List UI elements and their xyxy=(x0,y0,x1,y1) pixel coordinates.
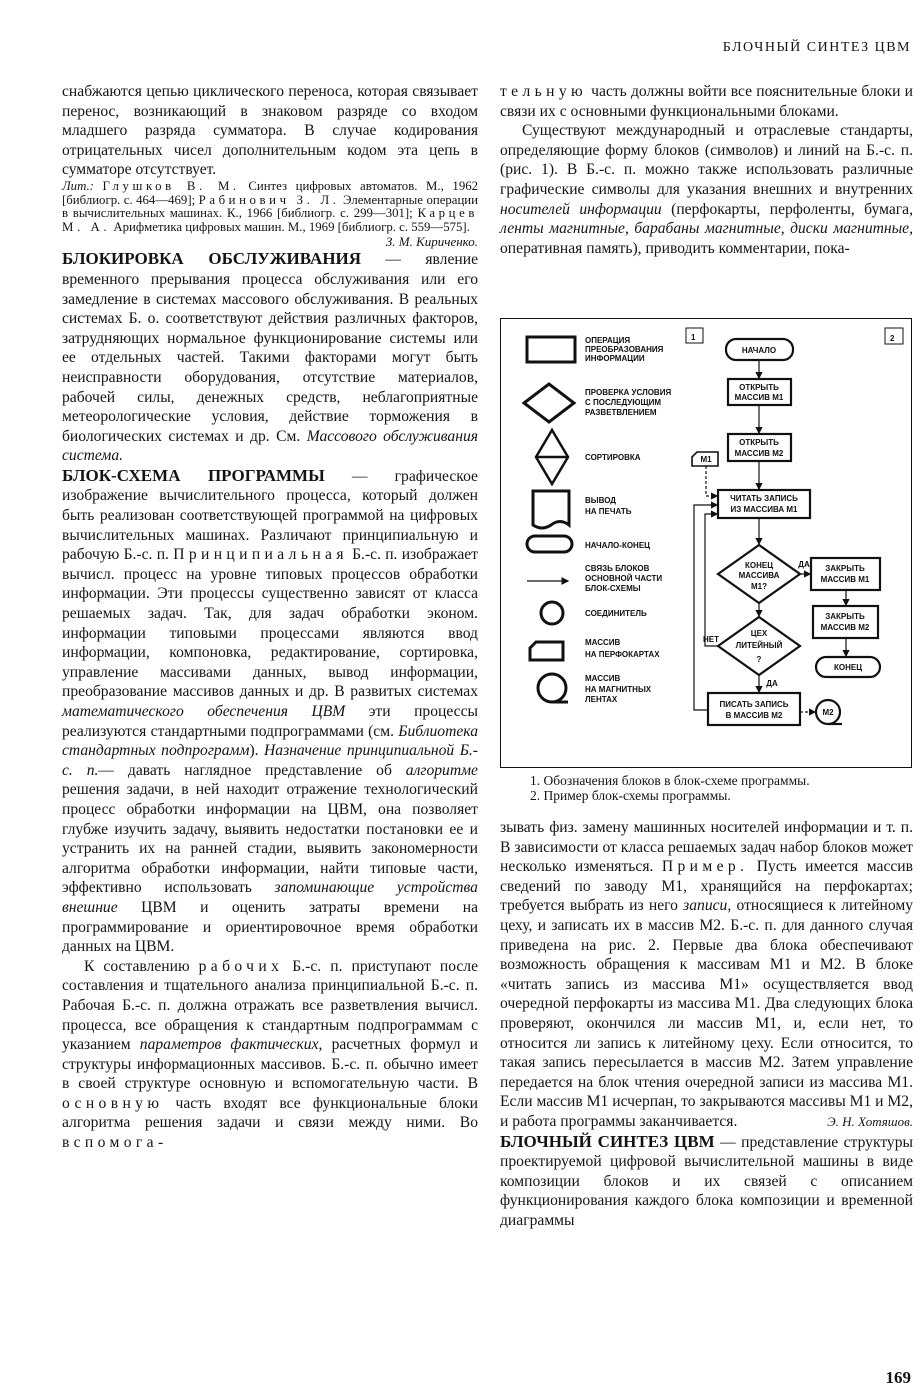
figure-label: ОТКРЫТЬ xyxy=(739,438,779,447)
entry-heading: БЛОЧНЫЙ СИНТЕЗ ЦВМ xyxy=(500,1131,715,1151)
text: относящиеся к литейному цеху, и записать их в массив М2. Б.-с. п. для данного случая приведена на рис. 2. Первые два блока обеспечивают возможность обращения к массивам М1 и М2. В блоке «читать запись из массива М1» осуществляется ввод очередной перфокарты из массива М1. Два следующих блока проверяют, окончился ли массив М1, и, если нет, то относится ли запись к литейному цеху. Если относится, то такая запись пересылается в массив М2. Затем управление передается на блок чтения очередной записи из массива М1. Если массив М1 исчерпан, то закрываются массивы М1 и М2, и работа программы заканчивается. xyxy=(500,897,913,1130)
figure-label: ЛЕНТАХ xyxy=(585,695,618,704)
text: Арифметика цифровых машин. М., 1969 [библиогр. с. 559—575]. xyxy=(110,219,470,234)
decision-symbol xyxy=(524,384,574,422)
flowchart-figure xyxy=(500,318,912,768)
spaced-text: Пример. xyxy=(661,858,749,876)
caption-1: 1. Обозначения блоков в блок-схеме программы. xyxy=(530,773,810,788)
italic-text: Назначение принципиальной Б.-с. п. xyxy=(62,742,478,779)
paragraph xyxy=(62,957,478,1153)
spaced-text: тельную xyxy=(500,83,587,100)
references xyxy=(62,180,478,234)
text: К составлению xyxy=(84,957,199,975)
figure-captions xyxy=(530,773,810,803)
figure-label: МАССИВ xyxy=(585,638,621,647)
punchcard-symbol xyxy=(530,642,563,660)
close-m2-box xyxy=(813,606,878,638)
figure-label: МАССИВ М2 xyxy=(820,623,870,632)
spaced-text: Рабинович З. Л. xyxy=(198,192,340,207)
legend-labels xyxy=(585,336,671,704)
author-signature xyxy=(62,234,478,249)
figure-label: НАЧАЛО-КОНЕЦ xyxy=(585,541,651,550)
italic-text: Массового обслуживания система. xyxy=(62,427,478,465)
figure-label: М1 xyxy=(700,455,712,464)
figure-label: КОНЕЦ xyxy=(833,663,863,672)
italic-text: математического обеспечения ЦВМ xyxy=(62,703,346,720)
print-symbol xyxy=(533,491,569,528)
spaced-text: Принципиальная xyxy=(173,546,348,564)
tape-symbol xyxy=(538,674,566,702)
figure-label: ЧИТАТЬ ЗАПИСЬ xyxy=(730,494,798,503)
figure-label: ПРОВЕРКА УСЛОВИЯ xyxy=(585,388,672,397)
figure-label: М1? xyxy=(751,582,767,591)
figure-label: М2 xyxy=(822,708,834,717)
text: эти процессы реализуются стандартными подпрограммами (см. xyxy=(62,703,478,740)
paragraph xyxy=(62,249,478,466)
text: Элементарные операции в вычислительных машинах. К., 1966 [библиогр. с. 299—301]; xyxy=(62,192,478,221)
figure-label: МАССИВ М1 xyxy=(734,393,784,402)
paragraph xyxy=(62,466,478,957)
italic-text: параметров фактических, xyxy=(139,1036,323,1054)
text: (перфокарты, перфоленты, бумага, xyxy=(661,200,913,218)
figure-label: НЕТ xyxy=(703,635,719,644)
figure-label: ОПЕРАЦИЯ xyxy=(585,336,631,345)
italic-text: носителей информации xyxy=(500,200,662,218)
right-column-bottom xyxy=(500,818,913,1230)
paragraph xyxy=(500,818,913,1132)
spaced-text: вспомога- xyxy=(62,1134,168,1152)
paragraph xyxy=(62,82,478,180)
figure-label: СОЕДИНИТЕЛЬ xyxy=(585,609,647,618)
running-title: БЛОЧНЫЙ СИНТЕЗ ЦВМ xyxy=(722,40,911,55)
italic-text: Лит.: xyxy=(62,178,103,193)
text: зывать физ. замену машинных носителей информации и т. п. В зависимости от класса решаемых задач набор блоков может несколько изменяться. xyxy=(500,819,913,876)
paragraph xyxy=(500,1132,913,1231)
author-signature: Э. Н. Хотяшов. xyxy=(827,1113,913,1129)
italic-text: алгоритме xyxy=(405,761,478,779)
figure-label: ? xyxy=(756,655,762,664)
figure-label: ОТКРЫТЬ xyxy=(739,383,779,392)
figure-label: ДА xyxy=(766,679,778,688)
text: З. М. Кириченко. xyxy=(385,234,478,250)
terminal-symbol xyxy=(527,536,572,552)
legend-shapes xyxy=(524,337,575,702)
figure-label: СОРТИРОВКА xyxy=(585,453,641,462)
flow-labels xyxy=(700,346,869,720)
figure-label: МАССИВ xyxy=(585,674,621,683)
spaced-text: Глушков В. М. xyxy=(102,178,240,193)
panel-1-number: 1 xyxy=(691,333,696,342)
figure-label: ПИСАТЬ ЗАПИСЬ xyxy=(719,700,789,709)
page-number: 169 xyxy=(885,1368,911,1387)
figure-label: СВЯЗЬ БЛОКОВ xyxy=(585,564,650,573)
text: оперативная память), приводить комментарии, пока- xyxy=(500,239,850,257)
text: — явление временного прерывания процесса обслуживания или его замедление в системах массового обслуживания. В реальных системах Б. о. соответствуют действия различных факторов, затрудняющих нормальное функционирование системы или ее отдельных частей. Такими факторами могут быть неисправности оборудования, отсутствие материалов, рабочей силы, денежных средств, неблагоприятные метеорологические условия, действие торможения в биологических системах и др. См. xyxy=(62,251,478,445)
figure-label: ДА xyxy=(798,560,810,569)
text: Существуют международный и отраслевые стандарты, определяющие форму блоков (символов) и линий на Б.-с. п. (рис. 1). В Б.-с. п. можно также использовать различные графические символы для указания внешних и внутренних xyxy=(500,122,913,198)
figure-label: С ПОСЛЕДУЮЩИМ xyxy=(585,398,662,407)
figure-label: РАЗВЕТВЛЕНИЕМ xyxy=(585,408,657,417)
italic-text: запоминающие устройства внешние xyxy=(62,879,478,916)
paragraph xyxy=(500,82,913,121)
text: расчетных формул и структуры информационных массивов. Б.-с. п. обычно имеет в своей структуре основную и вспомогательную части. В xyxy=(62,1036,478,1093)
figure-label: НАЧАЛО xyxy=(741,346,777,355)
write-box xyxy=(708,693,800,725)
connector-circle xyxy=(541,602,563,624)
caption-2: 2. Пример блок-схемы программы. xyxy=(530,788,731,803)
text: Б.-с. п. приступают после составления и тщательного анализа принципиальной Б.-с. п. Рабочая Б.-с. п. должна отражать все разветвления вычисл. процесса, все обращения к стандартным подпрограммам с указанием xyxy=(62,957,478,1054)
spaced-text: Карцев М. А. xyxy=(62,206,478,234)
italic-text: Библиотека стандартных подпрограмм xyxy=(62,722,478,760)
close-m1-box xyxy=(811,558,880,590)
text: Синтез цифровых автоматов. М., 1962 [библиогр. с. 464—469]; xyxy=(62,178,479,207)
figure-label: ПРЕОБРАЗОВАНИЯ xyxy=(585,345,664,354)
italic-text: записи, xyxy=(683,897,732,915)
left-column xyxy=(62,82,478,1153)
text: Б.-с. п. изображает вычисл. процесс на уровне типовых процессов обработки информации. Эти процессы существенно зависят от класса решаемых задач. Так, для задач обработки эконом. информации типовыми процессами являются ввод информации, компоновка, редактирование, сортировка, управление массивами данных, вывод информации, преобразование массивов данных и др. В развитых системах xyxy=(62,546,478,701)
figure-label: НА МАГНИТНЫХ xyxy=(585,685,652,694)
entry-heading: БЛОКИРОВКА ОБСЛУЖИВАНИЯ xyxy=(62,249,362,269)
right-column-top xyxy=(500,82,913,258)
text: — представление структуры проектируемой цифровой вычислительной машины в виде композиции блоков и их связей с описанием функционирования каждого блока композиции и временной диаграммы xyxy=(500,1133,914,1229)
text: Пусть имеется массив сведений по заводу М1, хранящийся на перфокартах; требуется выбрать из него xyxy=(500,858,913,915)
text: ). xyxy=(249,742,265,760)
figure-label: В МАССИВ М2 xyxy=(725,711,783,720)
figure-label: НА ПЕЧАТЬ xyxy=(585,507,632,516)
figure-label: ЦЕХ xyxy=(750,629,768,638)
figure-label: МАССИВА xyxy=(738,571,780,580)
text: — давать наглядное представление об xyxy=(98,761,406,779)
italic-text: ленты магнитные, барабаны магнитные, диски магнитные, xyxy=(500,220,913,238)
spaced-text: рабочих xyxy=(198,957,284,975)
text: часть должны войти все пояснительные блоки и связи их с основными функциональными блоками. xyxy=(500,83,913,120)
text: ЦВМ и оценить затраты времени на программирование и ориентировочное время обработки данных на ЦВМ. xyxy=(62,898,478,956)
text: решения задачи, в ней находит отражение технологический процесс обработки информации на ЦВМ, она позволяет глубже изучить задачу, выявить недостатки постановки ее и устранить их на ранней стадии, выявить закономерности алгоритма обработки информации, найти типовые части, эффективно использовать xyxy=(62,781,478,897)
text: часть входят все функциональные блоки алгоритма решения задачи и связи между ними. Во xyxy=(62,1094,478,1132)
figure-label: МАССИВ М2 xyxy=(734,449,784,458)
figure-label: КОНЕЦ xyxy=(744,561,774,570)
paragraph xyxy=(500,121,913,258)
figure-label: ИЗ МАССИВА М1 xyxy=(730,505,798,514)
sort-symbol xyxy=(536,430,568,484)
entry-heading: БЛОК-СХЕМА ПРОГРАММЫ xyxy=(62,465,325,485)
figure-label: ЛИТЕЙНЫЙ xyxy=(735,641,783,650)
text: снабжаются цепью циклического переноса, которая связывает перенос, возникающий в знаковом разряде со входом младшего разряда сумматора. В случае кодирования отрицательных чисел дополнительным кодом эта цепь в сумматоре отсутствует. xyxy=(62,83,478,179)
figure-label: БЛОК-СХЕМЫ xyxy=(585,584,641,593)
figure-label: ИНФОРМАЦИИ xyxy=(585,354,645,363)
figure-label: ВЫВОД xyxy=(585,496,617,505)
spaced-text: основную xyxy=(62,1094,164,1112)
figure-label: МАССИВ М1 xyxy=(820,575,870,584)
figure-label: НА ПЕРФОКАРТАХ xyxy=(585,650,660,659)
text: — графическое изображение вычислительного процесса, который должен быть реализован соответствующей программой на цифровых вычислительных машинах. Различают принципиальную и рабочую Б.-с. п. xyxy=(62,467,478,564)
figure-label: ЗАКРЫТЬ xyxy=(825,564,865,573)
figure-label: ОСНОВНОЙ ЧАСТИ xyxy=(585,574,663,583)
process-symbol xyxy=(527,337,575,362)
panel-2-number: 2 xyxy=(890,334,895,343)
figure-label: ЗАКРЫТЬ xyxy=(825,612,865,621)
